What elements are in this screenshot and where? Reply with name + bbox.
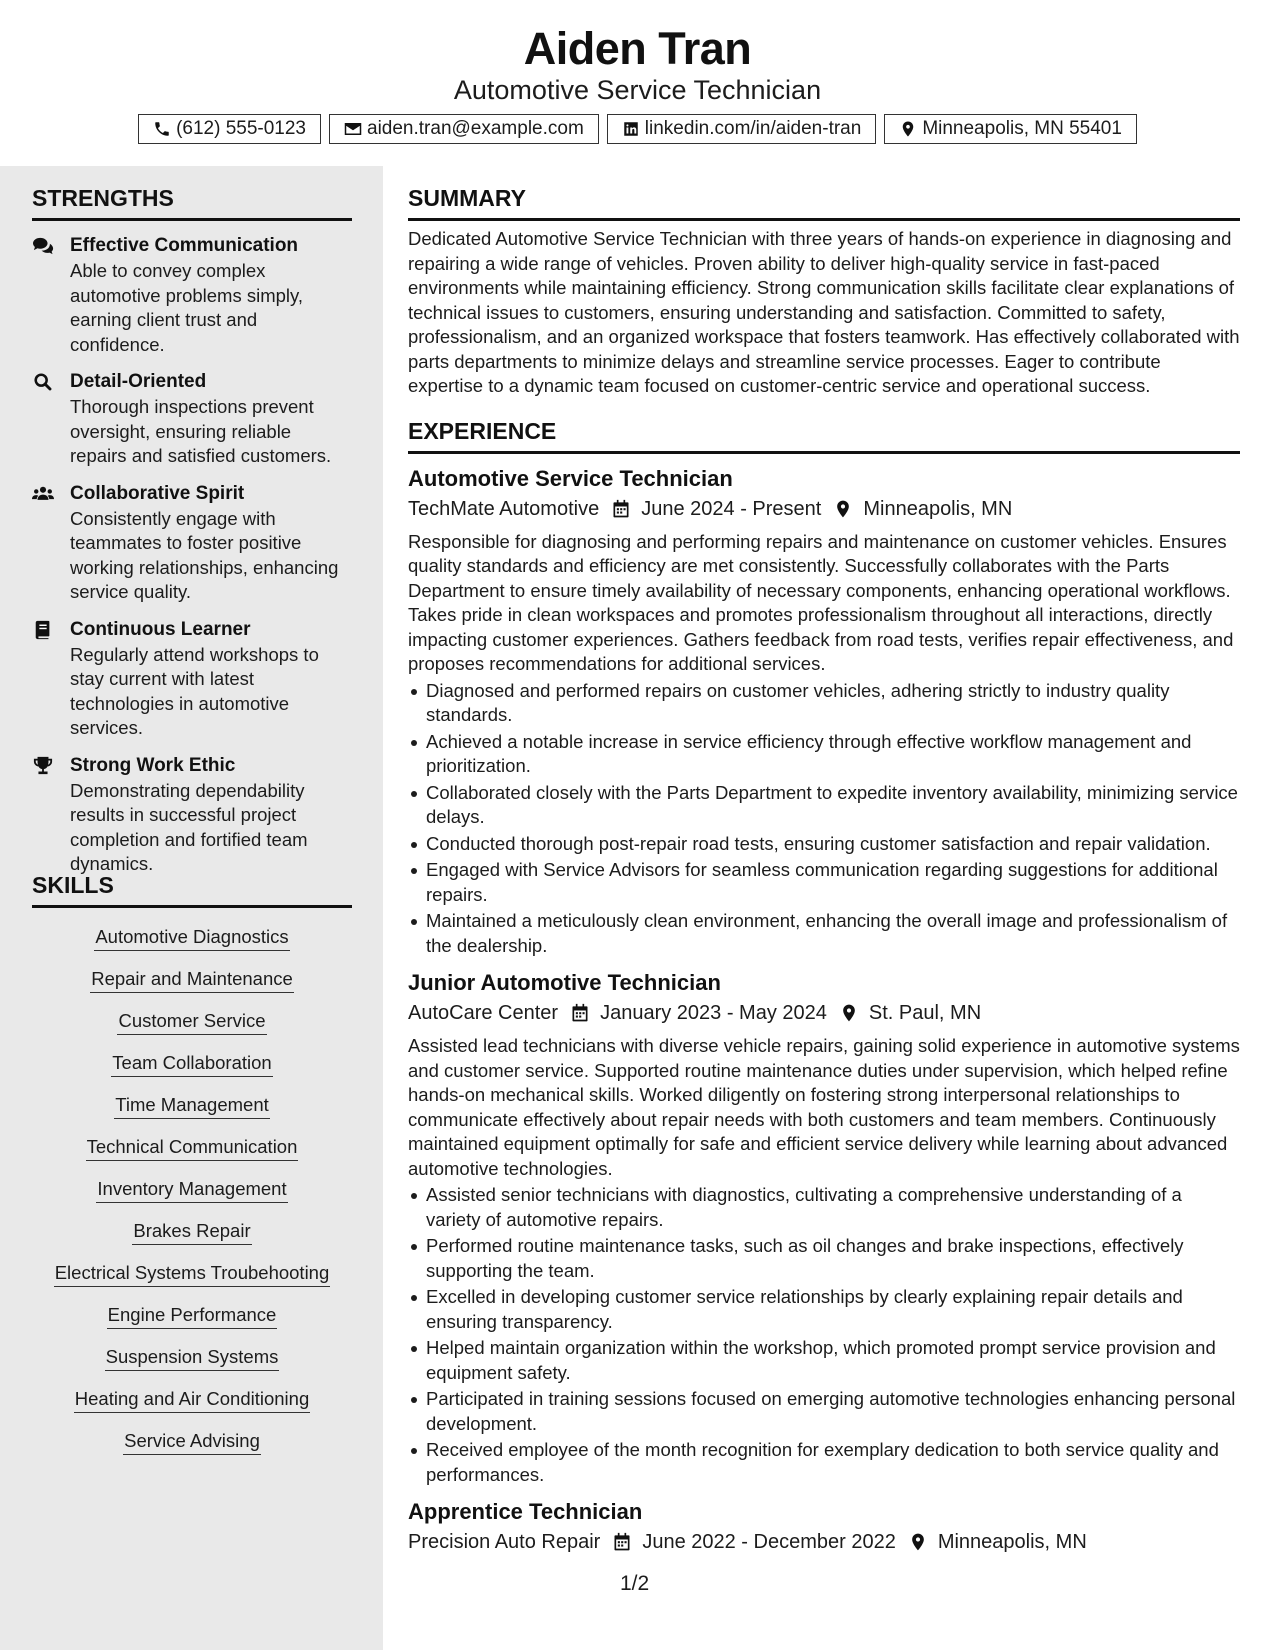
job-bullets (408, 679, 1240, 959)
skills-heading: SKILLS (32, 871, 352, 908)
job-dates: January 2023 - May 2024 (600, 1002, 827, 1024)
bullet-item: Achieved a notable increase in service efficiency through effective workflow management and prioritization. (408, 730, 1240, 779)
job-meta (408, 1527, 1240, 1557)
skills-section (32, 871, 352, 1455)
bullet-item: Diagnosed and performed repairs on customer vehicles, adhering strictly to industry quality standards. (408, 679, 1240, 728)
skill-item: Suspension Systems (105, 1344, 280, 1371)
strength-item (32, 617, 352, 741)
strength-desc: Consistently engage with teammates to foster positive working relationships, enhancing service quality. (70, 507, 339, 602)
contact-location (884, 114, 1137, 144)
envelope-icon (344, 120, 362, 138)
job-meta (408, 998, 1240, 1028)
job-location: Minneapolis, MN (937, 1531, 1087, 1553)
candidate-title: Automotive Service Technician (453, 75, 822, 105)
skill-item: Service Advising (123, 1428, 261, 1455)
strength-title: Collaborative Spirit (70, 482, 245, 504)
page-number: 1/2 (620, 1572, 650, 1595)
skill-item: Brakes Repair (132, 1218, 251, 1245)
book-icon (32, 620, 54, 640)
bullet-item: Assisted senior technicians with diagnostics, cultivating a comprehensive understanding of a variety of automotive repairs. (408, 1183, 1240, 1232)
job-meta (408, 494, 1240, 524)
skills-list (32, 918, 352, 1455)
strength-title: Continuous Learner (70, 618, 251, 640)
linkedin-text: linkedin.com/in/aiden-tran (644, 118, 862, 139)
strength-item (32, 481, 352, 605)
job-bullets (408, 1183, 1240, 1487)
job-location: St. Paul, MN (868, 1002, 982, 1024)
bullet-item: Participated in training sessions focused on emerging automotive technologies enhancing personal development. (408, 1387, 1240, 1436)
strength-item (32, 233, 352, 357)
contact-linkedin[interactable] (607, 114, 877, 144)
comments-icon (32, 236, 54, 256)
calendar-icon (612, 1532, 632, 1552)
bullet-item: Conducted thorough post-repair road tests, ensuring customer satisfaction and repair validation. (408, 832, 1240, 857)
map-pin-icon (833, 499, 853, 519)
resume-header (0, 0, 1275, 166)
bullet-item: Helped maintain organization within the workshop, which promoted prompt service provision and equipment safety. (408, 1336, 1240, 1385)
search-icon (32, 372, 54, 392)
strength-title: Detail-Oriented (70, 371, 207, 392)
strengths-heading: STRENGTHS (32, 184, 352, 221)
job-description: Responsible for diagnosing and performing repairs and maintenance on customer vehicles. Ensures quality standards and efficiency are met consistently. Successfully collaborates with the Parts Department to ensure timely availability of necessary components, enhancing operational workflows. Takes pride in clean workspaces and promotes professionalism throughout all interactions, directly impacting customer experiences. Gathers feedback from road tests, verifies repair effectiveness, and proposes recommendations for additional services. (408, 530, 1234, 674)
map-pin-icon (839, 1003, 859, 1023)
strength-item (32, 369, 352, 469)
calendar-icon (611, 499, 631, 519)
job-company: Precision Auto Repair (408, 1531, 601, 1553)
candidate-name: Aiden Tran (523, 23, 752, 74)
summary-text: Dedicated Automotive Service Technician with three years of hands-on experience in diagnosing and repairing a wide range of vehicles. Proven ability to deliver high-quality service in fast-paced environments while maintaining efficiency. Strong communication skills facilitate clear explanations of technical issues to customers, ensuring understanding and satisfaction. Committed to safety, professionalism, and an organized workspace that fosters teamwork. Has effectively collaborated with parts departments to minimize delays and streamline service processes. Eager to contribute expertise to a dynamic team focused on customer-centric service and operational success. (408, 228, 1240, 396)
bullet-item: Performed routine maintenance tasks, such as oil changes and brake inspections, effectively supporting the team. (408, 1234, 1240, 1283)
strength-item (32, 753, 352, 877)
strengths-section (32, 184, 352, 877)
job-entry (408, 464, 1240, 959)
job-role: Junior Automotive Technician (408, 970, 721, 995)
experience-heading: EXPERIENCE (408, 417, 1240, 454)
skill-item: Technical Communication (86, 1134, 299, 1161)
skill-item: Team Collaboration (111, 1050, 272, 1077)
job-role: Automotive Service Technician (408, 465, 733, 491)
skill-item: Customer Service (117, 1008, 266, 1035)
strength-desc: Thorough inspections prevent oversight, ensuring reliable repairs and satisfied customers. (70, 396, 332, 466)
bullet-item: Excelled in developing customer service relationships by clearly explaining repair details and ensuring transparency. (408, 1285, 1240, 1334)
job-role: Apprentice Technician (408, 1499, 643, 1524)
job-entry (408, 968, 1240, 1487)
phone-text: (612) 555-0123 (176, 118, 306, 139)
map-pin-icon (908, 1532, 928, 1552)
job-location: Minneapolis, MN (863, 497, 1013, 520)
email-text: aiden.tran@example.com (367, 118, 584, 139)
strength-desc: Demonstrating dependability results in successful project completion and fortified team dynamics. (70, 779, 308, 874)
job-dates: June 2022 - December 2022 (642, 1531, 896, 1553)
linkedin-icon (622, 120, 640, 138)
skill-item: Time Management (114, 1092, 270, 1119)
contact-email[interactable] (329, 114, 599, 144)
skill-item: Automotive Diagnostics (94, 924, 289, 951)
strength-title: Effective Communication (70, 235, 299, 256)
bullet-item: Received employee of the month recognition for exemplary dedication to both service quality and performances. (408, 1438, 1240, 1487)
bullet-item: Collaborated closely with the Parts Department to expedite inventory availability, minimizing service delays. (408, 781, 1240, 830)
skill-item: Repair and Maintenance (90, 966, 294, 993)
strength-desc: Regularly attend workshops to stay current with latest technologies in automotive services. (70, 643, 319, 738)
map-pin-icon (899, 120, 917, 138)
job-company: AutoCare Center (408, 1002, 559, 1024)
bullet-item: Engaged with Service Advisors for seamless communication regarding suggestions for additional repairs. (408, 858, 1240, 907)
main-content (408, 184, 1240, 1563)
strength-desc: Able to convey complex automotive problems simply, earning client trust and confidence. (70, 260, 304, 355)
sidebar (0, 166, 383, 1650)
skill-item: Inventory Management (96, 1176, 287, 1203)
bullet-item: Maintained a meticulously clean environment, enhancing the overall image and professionalism of the dealership. (408, 909, 1240, 958)
summary-heading: SUMMARY (408, 184, 1240, 221)
skill-item: Electrical Systems Troubehooting (54, 1260, 331, 1287)
contact-phone[interactable] (138, 114, 321, 144)
job-entry (408, 1497, 1240, 1557)
trophy-icon (32, 756, 54, 776)
calendar-icon (570, 1003, 590, 1023)
phone-icon (153, 120, 171, 138)
skill-item: Heating and Air Conditioning (74, 1386, 311, 1413)
job-description: Assisted lead technicians with diverse vehicle repairs, gaining solid experience in automotive systems and customer service. Supported routine maintenance duties under supervision, which helped refine hands-on mechanical skills. Worked diligently on fostering strong interpersonal relationships to communicate effectively about repair needs with both customers and team members. Continuously maintained equipment optimally for safe and efficient service delivery while learning about advanced automotive technologies. (408, 1035, 1240, 1179)
contact-bar (0, 114, 1275, 144)
users-icon (32, 484, 54, 504)
location-text: Minneapolis, MN 55401 (922, 118, 1122, 139)
job-dates: June 2024 - Present (641, 497, 822, 520)
strength-title: Strong Work Ethic (70, 754, 236, 776)
skill-item: Engine Performance (107, 1302, 278, 1329)
job-company: TechMate Automotive (408, 497, 600, 520)
